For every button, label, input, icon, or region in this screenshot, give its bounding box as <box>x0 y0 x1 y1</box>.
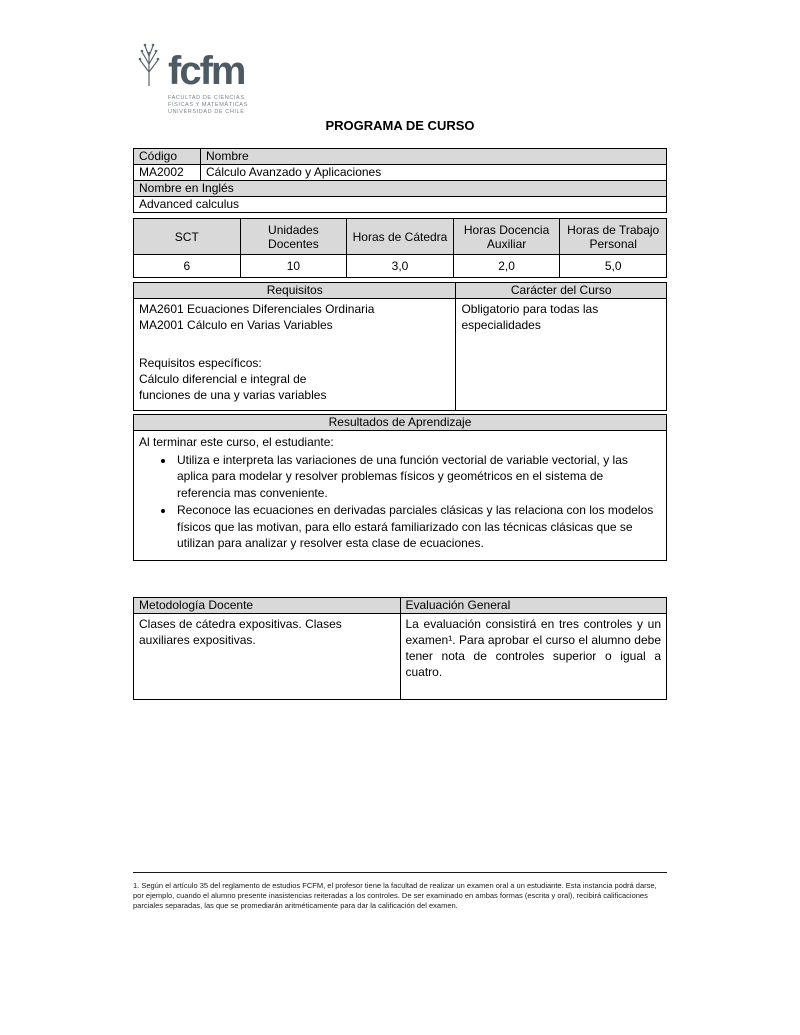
requisito-line: MA2601 Ecuaciones Diferenciales Ordinaria <box>139 302 375 316</box>
hours-header-cell: SCT <box>134 219 241 255</box>
hours-header-cell: Horas de Cátedra <box>347 219 454 255</box>
evaluacion-header-cell: Evaluación General <box>400 598 667 614</box>
fcfm-logo <box>136 42 296 116</box>
resultados-table <box>133 414 667 561</box>
caracter-body-cell: Obligatorio para todas las especialidades <box>456 299 667 411</box>
course-id-section <box>133 148 667 213</box>
resultado-bullet: • Reconoce las ecuaciones en derivadas parciales clásicas y las relaciona con los modelos físicos que las motivan, para ello estará familiarizado con las técnicas clásicas que se utilizan para analizar y resolver esta clase de ecuaciones. <box>175 502 657 552</box>
resultados-header-cell: Resultados de Aprendizaje <box>134 415 667 431</box>
metodologia-body-cell: Clases de cátedra expositivas. Clases auxiliares expositivas. <box>134 614 401 700</box>
tree-icon <box>136 42 162 91</box>
requisitos-section <box>133 282 667 411</box>
hours-value-cell: 2,0 <box>453 255 560 278</box>
footnote-text: 1. Según el artículo 35 del reglamento de estudios FCFM, el profesor tiene la facultad de realizar un examen oral a un estudiante. Esta instancia podrá darse, por ejemplo, cuando el alumno presente inasistencias reiteradas a los controles. De ser examinado en ambas formas (escrita y oral), recibirá calificaciones parciales separadas, las que se promediarán aritméticamente para dar la calificación del examen. <box>133 881 657 910</box>
footnote-divider <box>133 872 667 873</box>
nombre-ingles-value-cell: Advanced calculus <box>134 197 667 213</box>
requisitos-body-cell <box>134 299 456 411</box>
logo-wordmark: fcfm <box>168 49 245 93</box>
hours-table <box>133 218 667 278</box>
caracter-header-cell: Carácter del Curso <box>456 283 667 299</box>
hours-value-cell: 5,0 <box>560 255 667 278</box>
faculty-name-line: FACULTAD DE CIENCIAS <box>168 95 245 101</box>
codigo-value-cell: MA2002 <box>134 165 201 181</box>
hours-value-cell: 6 <box>134 255 241 278</box>
faculty-name-line: UNIVERSIDAD DE CHILE <box>168 109 245 115</box>
requisitos-header-cell: Requisitos <box>134 283 456 299</box>
requisito-line: MA2001 Cálculo en Varias Variables <box>139 318 333 332</box>
metodologia-header-cell: Metodología Docente <box>134 598 401 614</box>
resultados-bullet-list <box>175 452 657 552</box>
resultados-section <box>133 414 667 561</box>
nombre-value-cell: Cálculo Avanzado y Aplicaciones <box>201 165 667 181</box>
hours-header-cell: Unidades Docentes <box>240 219 347 255</box>
nombre-label-cell: Nombre <box>201 149 667 165</box>
metodologia-section <box>133 597 667 700</box>
metodologia-table <box>133 597 667 700</box>
evaluacion-body-cell: La evaluación consistirá en tres controles y un examen¹. Para aprobar el curso el alumno debe tener nota de controles superior o igual a cuatro. <box>400 614 667 700</box>
resultados-body-cell <box>134 431 667 561</box>
hours-header-cell: Horas de Trabajo Personal <box>560 219 667 255</box>
requisitos-especificos <box>139 355 450 403</box>
hours-header-cell: Horas Docencia Auxiliar <box>453 219 560 255</box>
faculty-name <box>168 95 296 116</box>
faculty-name-line: FÍSICAS Y MATEMÁTICAS <box>168 102 248 108</box>
hours-section <box>133 218 667 278</box>
requisito-line: Requisitos específicos: <box>139 356 262 370</box>
nombre-ingles-label-cell: Nombre en Inglés <box>134 181 667 197</box>
hours-value-cell: 3,0 <box>347 255 454 278</box>
codigo-label-cell: Código <box>134 149 201 165</box>
requisito-line: funciones de una y varias variables <box>139 388 327 402</box>
page-title: PROGRAMA DE CURSO <box>325 118 475 133</box>
resultados-intro: Al terminar este curso, el estudiante: <box>139 435 334 449</box>
hours-value-cell: 10 <box>240 255 347 278</box>
requisito-line: Cálculo diferencial e integral de <box>139 372 307 386</box>
resultado-bullet: • Utiliza e interpreta las variaciones de una función vectorial de variable vectorial, y las aplica para modelar y resolver problemas físicos y geométricos en el sistema de referencia mas conveniente. <box>175 452 657 502</box>
requisitos-table <box>133 282 667 411</box>
course-id-table <box>133 148 667 213</box>
